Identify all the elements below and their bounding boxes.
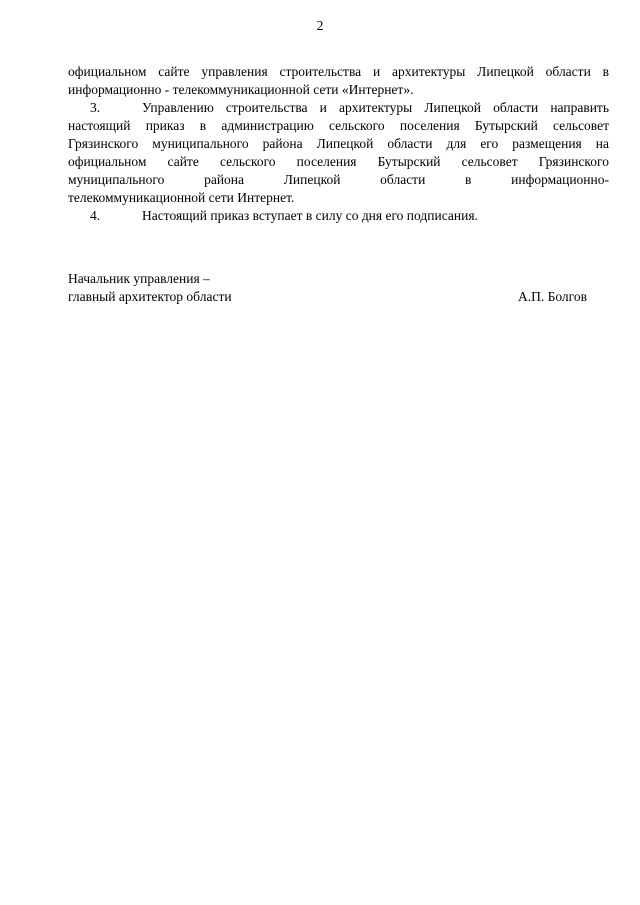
paragraph-3-line-4: официальном сайте сельского поселения Бутырский сельсовет Грязинского [68, 154, 609, 169]
signer-name: А.П. Болгов [517, 289, 587, 304]
paragraph-3-line-2: настоящий приказ в администрацию сельского поселения Бутырский сельсовет [68, 118, 609, 133]
signature-block [68, 270, 587, 306]
paragraph-2-line-2: информационно - телекоммуникационной сети «Интернет». [68, 82, 414, 97]
paragraph-3-number: 3. [90, 100, 101, 115]
paragraph-3-line-3: Грязинского муниципального района Липецкой области для его размещения на [68, 136, 609, 151]
signature-line [68, 288, 587, 306]
paragraph-2-line-1: официальном сайте управления строительства и архитектуры Липецкой области в [68, 64, 609, 79]
paragraph-4-number: 4. [90, 208, 101, 223]
paragraph-3-line-1 [68, 99, 609, 117]
paragraph-3-line-6: телекоммуникационной сети Интернет. [68, 190, 295, 205]
paragraph-4-text: Настоящий приказ вступает в силу со дня его подписания. [142, 208, 478, 223]
page-number: 2 [316, 18, 324, 33]
document-body [68, 63, 609, 225]
paragraph-3-line-5: муниципального района Липецкой области в информационно- [68, 172, 609, 187]
signer-title-line-2: главный архитектор области [68, 289, 232, 304]
paragraph-3-text: Управлению строительства и архитектуры Липецкой области направить [142, 100, 609, 115]
paragraph-4 [68, 207, 609, 225]
signer-title-line-1: Начальник управления – [68, 271, 210, 286]
